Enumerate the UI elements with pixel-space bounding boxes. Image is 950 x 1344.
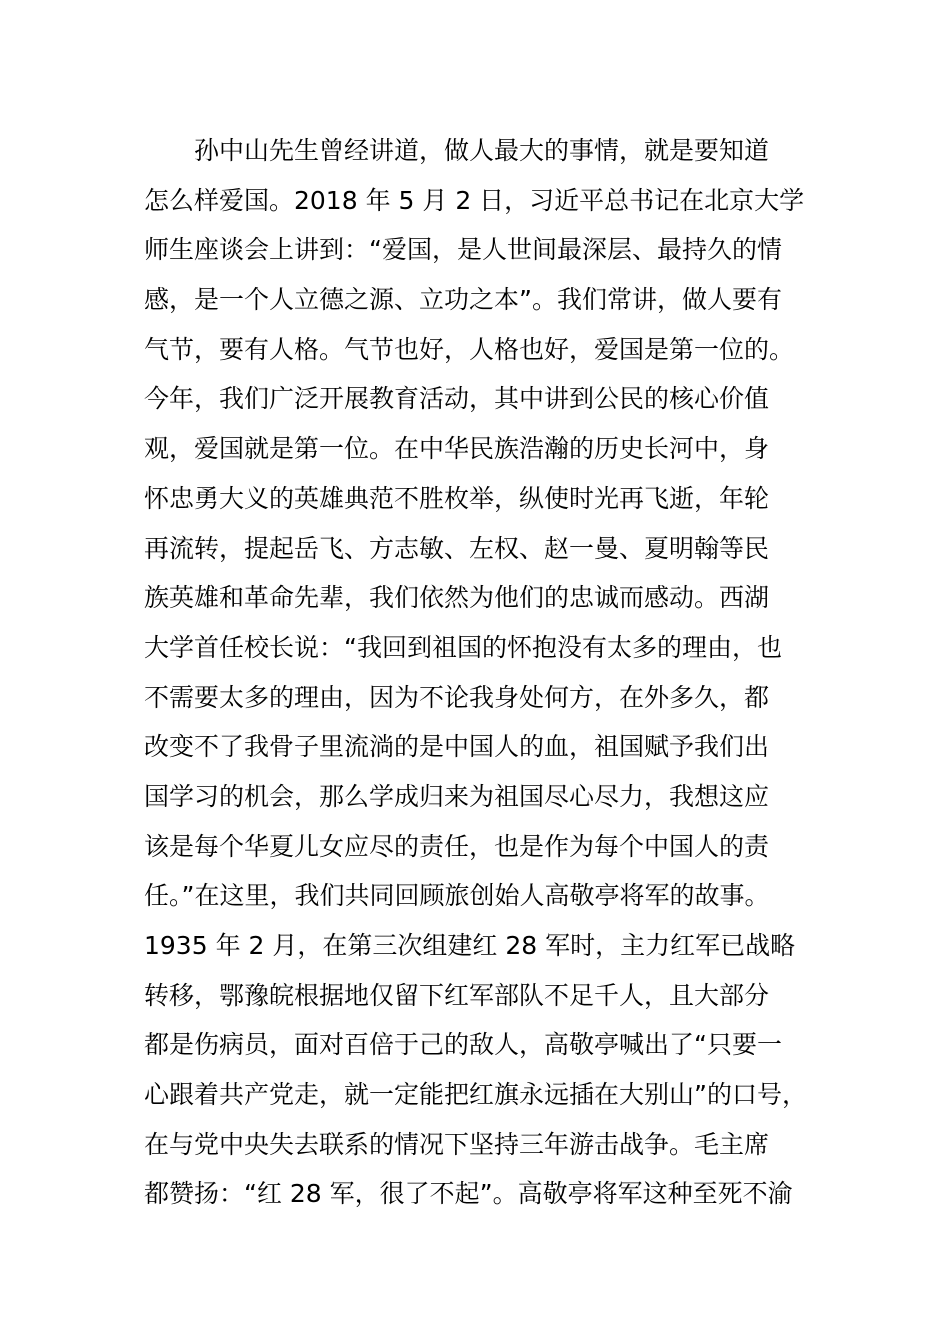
text-line-8: 怀忠勇大义的英雄典范不胜枚举，纵使时光再飞逝，年轮 xyxy=(144,483,770,513)
text-line-14: 国学习的机会，那么学成归来为祖国尽心尽力，我想这应 xyxy=(144,781,770,811)
text-line-11: 大学首任校长说：“我回到祖国的怀抱没有太多的理由，也 xyxy=(144,632,782,662)
text-line-19: 都是伤病员，面对百倍于己的敌人，高敬亭喊出了“只要一 xyxy=(144,1030,782,1060)
text-line-12: 不需要太多的理由，因为不论我身处何方，在外多久，都 xyxy=(144,682,770,712)
text-line-16: 任。”在这里，我们共同回顾旅创始人高敬亭将军的故事。 xyxy=(144,881,770,911)
text-line-5: 气节，要有人格。气节也好，人格也好，爱国是第一位的。 xyxy=(144,334,795,364)
text-line-15: 该是每个华夏儿女应尽的责任，也是作为每个中国人的责 xyxy=(144,831,770,861)
text-line-1: 孙中山先生曾经讲道，做人最大的事情，就是要知道 xyxy=(194,136,770,165)
text-line-9: 再流转，提起岳飞、方志敏、左权、赵一曼、夏明翰等民 xyxy=(144,533,770,563)
text-line-7: 观，爱国就是第一位。在中华民族浩瀚的历史长河中，身 xyxy=(144,434,770,464)
text-line-21: 在与党中央失去联系的情况下坚持三年游击战争。毛主席 xyxy=(144,1129,770,1159)
text-line-17: 1935 年 2 月，在第三次组建红 28 军时，主力红军已战略 xyxy=(144,931,796,960)
text-line-22: 都赞扬：“红 28 军，很了不起”。高敬亭将军这种至死不渝 xyxy=(144,1179,793,1209)
text-line-6: 今年，我们广泛开展教育活动，其中讲到公民的核心价值 xyxy=(144,384,770,414)
text-line-4: 感，是一个人立德之源、立功之本”。我们常讲，做人要有 xyxy=(144,285,782,315)
text-line-18: 转移，鄂豫皖根据地仅留下红军部队不足千人，且大部分 xyxy=(144,980,770,1010)
text-line-20: 心跟着共产党走，就一定能把红旗永远插在大别山”的口号， xyxy=(144,1080,807,1110)
text-line-2: 怎么样爱国。2018 年 5 月 2 日，习近平总书记在北京大学 xyxy=(144,185,805,215)
body-paragraph xyxy=(144,126,824,1219)
text-line-13: 改变不了我骨子里流淌的是中国人的血，祖国赋予我们出 xyxy=(144,732,770,762)
text-line-3: 师生座谈会上讲到：“爱国，是人世间最深层、最持久的情 xyxy=(144,235,782,265)
text-line-10: 族英雄和革命先辈，我们依然为他们的忠诚而感动。西湖 xyxy=(144,583,770,613)
